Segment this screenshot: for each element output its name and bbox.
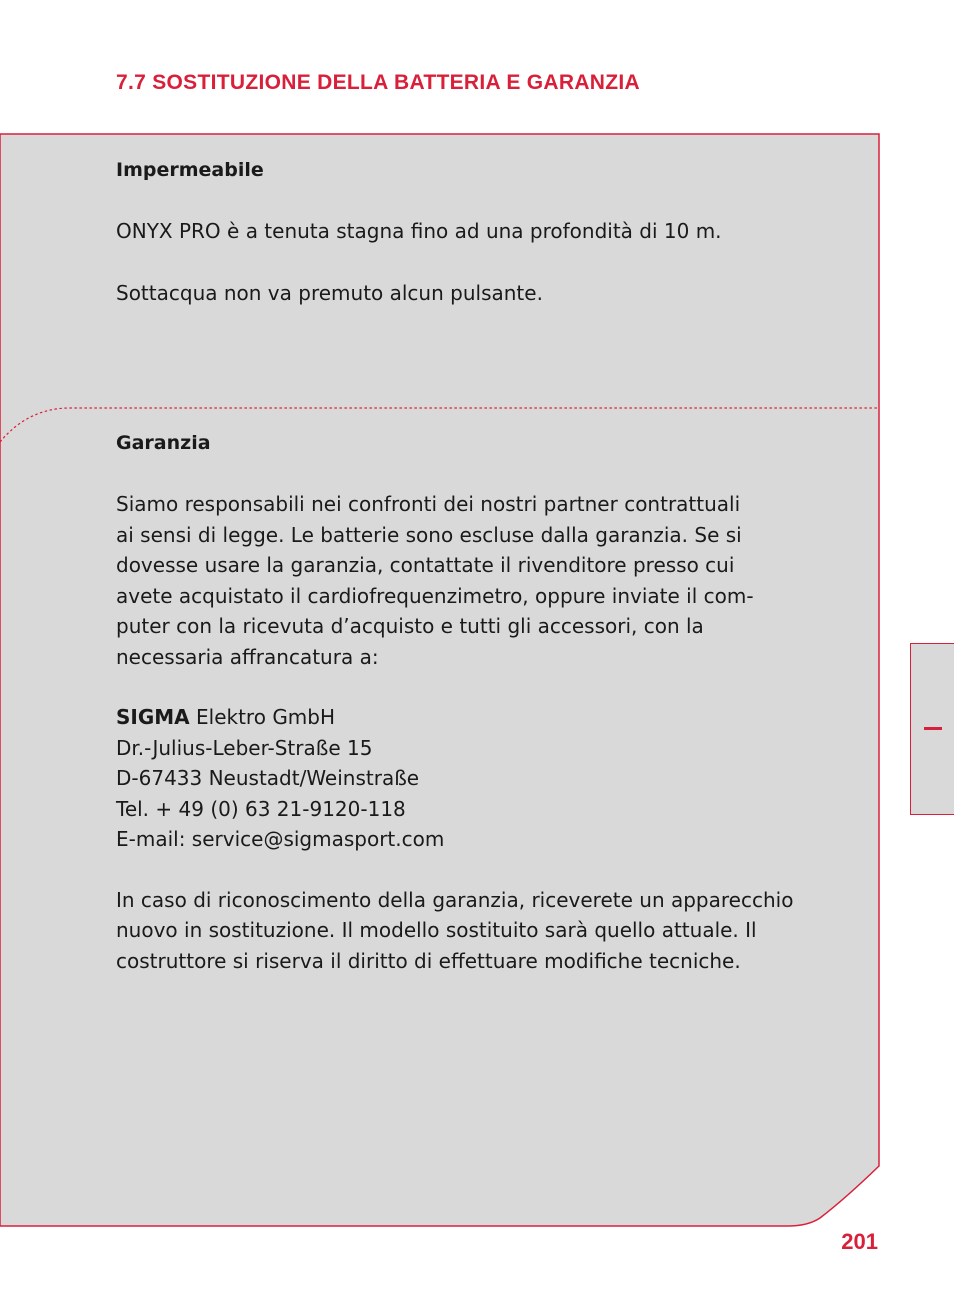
address-email: E-mail: service@sigmasport.com	[116, 827, 445, 851]
company-name	[116, 702, 846, 733]
waterproof-paragraph-1: ONYX PRO è a tenuta stagna fino ad una profondità di 10 m.	[116, 219, 722, 243]
waterproof-section	[116, 155, 846, 308]
company-brand: SIGMA	[116, 705, 190, 729]
warranty-section	[116, 428, 846, 976]
address-city: D-67433 Neustadt/Weinstraße	[116, 766, 420, 790]
warranty-line: necessaria affrancatura a:	[116, 644, 379, 669]
page-number: 201	[841, 1229, 878, 1254]
waterproof-heading: Impermeabile	[116, 159, 264, 181]
warranty-line: avete acquistato il cardiofrequenzimetro, oppure inviate il com-	[116, 583, 754, 608]
company-suffix: Elektro GmbH	[189, 705, 336, 729]
address-street: Dr.-Julius-Leber-Straße 15	[116, 735, 373, 760]
dash-mark	[924, 727, 942, 730]
warranty-heading: Garanzia	[116, 432, 211, 454]
warranty-line: Siamo responsabili nei confronti dei nostri partner contrattuali	[116, 492, 741, 516]
warranty-body	[116, 489, 846, 672]
warranty-line: dovesse usare la garanzia, contattate il rivenditore presso cui	[116, 553, 735, 577]
waterproof-paragraph-2: Sottacqua non va premuto alcun pulsante.	[116, 280, 543, 305]
language-side-tab	[910, 643, 954, 815]
closing-line: costruttore si riserva il diritto di effettuare modifiche tecniche.	[116, 948, 741, 973]
warranty-closing	[116, 885, 846, 977]
closing-line: nuovo in sostituzione. Il modello sostituito sarà quello attuale. Il	[116, 918, 757, 942]
closing-line: In caso di riconoscimento della garanzia, riceverete un apparecchio	[116, 887, 794, 912]
warranty-line: ai sensi di legge. Le batterie sono escluse dalla garanzia. Se si	[116, 522, 742, 547]
address-phone: Tel. + 49 (0) 63 21-9120-118	[116, 796, 406, 821]
warranty-line: puter con la ricevuta d’acquisto e tutti gli accessori, con la	[116, 614, 704, 638]
section-title: 7.7 SOSTITUZIONE DELLA BATTERIA E GARANZIA	[116, 71, 641, 94]
address-block	[116, 702, 846, 855]
